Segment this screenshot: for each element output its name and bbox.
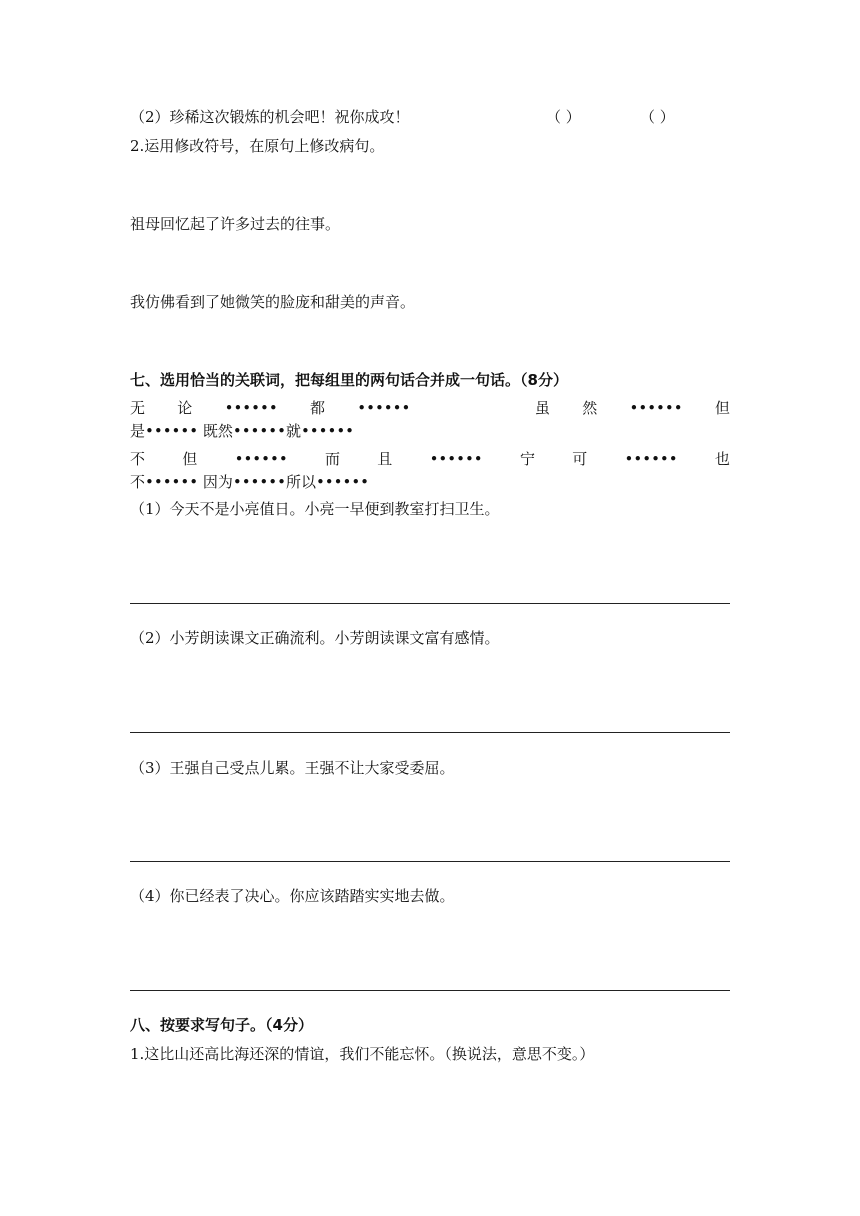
- answer-line-4[interactable]: [130, 990, 730, 991]
- q6-item2: （2）珍稀这次锻炼的机会吧！祝你成攻！: [130, 108, 410, 126]
- answer-blank-1[interactable]: （ ）: [546, 108, 581, 126]
- conjunction-row-2: 是•••••• 既然••••••就••••••: [130, 422, 355, 440]
- answer-line-1[interactable]: [130, 603, 730, 604]
- q7-item-2: （2）小芳朗读课文正确流利。小芳朗读课文富有感情。: [130, 629, 500, 647]
- conj-word: 可: [572, 450, 588, 468]
- conj-word: 也: [714, 450, 730, 468]
- q6-sentence2[interactable]: 我仿佛看到了她微笑的脸庞和甜美的声音。: [130, 293, 416, 311]
- q8-title: 八、按要求写句子。（4分）: [130, 1016, 313, 1034]
- answer-blank-2[interactable]: （ ）: [640, 108, 675, 126]
- q7-item-4: （4）你已经表了决心。你应该踏踏实实地去做。: [130, 887, 455, 905]
- conj-word: 虽: [534, 399, 550, 417]
- conj-word: 然: [582, 399, 598, 417]
- conj-dots: ••••••: [224, 399, 278, 417]
- conjunction-row-3: [130, 448, 730, 469]
- q7-item-1: （1）今天不是小亮值日。小亮一早便到教室打扫卫生。: [130, 500, 500, 518]
- conj-dots: ••••••: [234, 450, 288, 468]
- q7-title: 七、选用恰当的关联词，把每组里的两句话合并成一句话。（8分）: [130, 371, 568, 389]
- conj-word: 且: [377, 450, 393, 468]
- conjunction-row-4: 不•••••• 因为••••••所以••••••: [130, 473, 370, 491]
- answer-line-2[interactable]: [130, 732, 730, 733]
- q6-task2: 2.运用修改符号，在原句上修改病句。: [130, 137, 385, 155]
- conj-dots: ••••••: [629, 399, 683, 417]
- conj-dots: ••••••: [357, 399, 411, 417]
- conj-word: 都: [309, 399, 325, 417]
- answer-line-3[interactable]: [130, 861, 730, 862]
- q7-item-3: （3）王强自己受点儿累。王强不让大家受委屈。: [130, 759, 455, 777]
- q6-sentence1[interactable]: 祖母回忆起了许多过去的往事。: [130, 215, 341, 233]
- conj-word: 不: [130, 450, 146, 468]
- conj-dots: ••••••: [429, 450, 483, 468]
- conjunction-row-1: [130, 397, 730, 418]
- conj-dots: ••••••: [624, 450, 678, 468]
- conj-word: 无: [130, 399, 146, 417]
- conj-word: 但: [182, 450, 198, 468]
- conj-word: 但: [714, 399, 730, 417]
- conj-word: 宁: [519, 450, 535, 468]
- q8-item-1: 1.这比山还高比海还深的情谊，我们不能忘怀。（换说法，意思不变。）: [130, 1045, 595, 1063]
- conj-word: 而: [324, 450, 340, 468]
- conj-word: 论: [177, 399, 193, 417]
